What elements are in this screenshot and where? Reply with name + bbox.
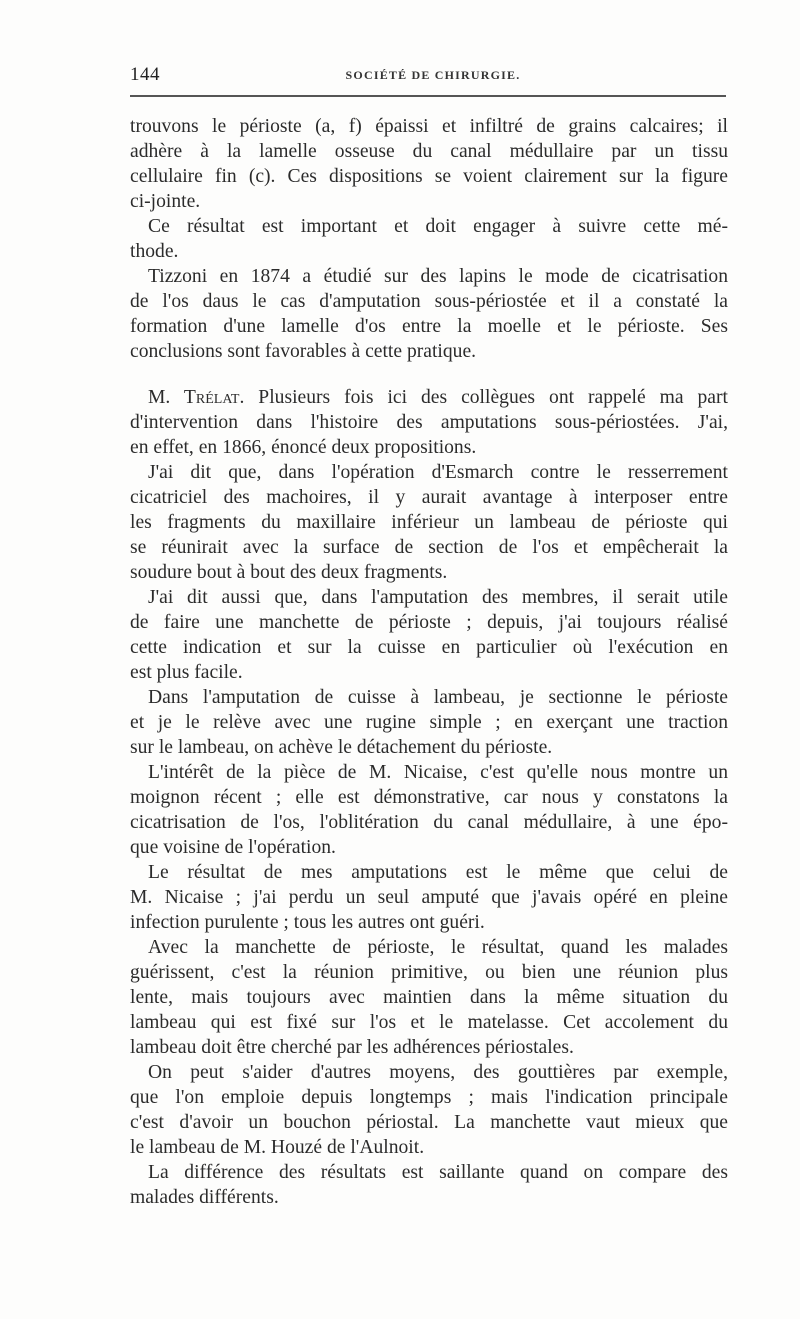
- line-text: conclusions sont favorables à cette pratique.: [130, 341, 477, 362]
- text-line: [130, 860, 728, 885]
- text-line: [130, 485, 728, 510]
- text-line: [130, 189, 728, 214]
- line-text: les fragments du maxillaire inférieur un lambeau de périoste qui: [130, 512, 728, 533]
- text-line: [130, 1085, 728, 1110]
- line-text: Tizzoni en 1874 a étudié sur des lapins le mode de cicatrisation: [148, 266, 728, 287]
- text-line: [130, 760, 728, 785]
- text-line: [130, 139, 728, 164]
- text-line: [130, 214, 728, 239]
- line-text: J'ai dit aussi que, dans l'amputation des membres, il serait utile: [148, 587, 728, 608]
- line-text: que voisine de l'opération.: [130, 837, 336, 858]
- text-line: [130, 810, 728, 835]
- line-text: le lambeau de M. Houzé de l'Aulnoit.: [130, 1137, 425, 1158]
- line-text: Le résultat de mes amputations est le même que celui de: [148, 862, 728, 883]
- text-line: [130, 960, 728, 985]
- line-text: Plusieurs fois ici des collègues ont rappelé ma part: [244, 387, 728, 408]
- line-text: c'est d'avoir un bouchon périostal. La manchette vaut mieux que: [130, 1112, 728, 1133]
- text-line: [130, 535, 728, 560]
- line-text: infection purulente ; tous les autres ont guéri.: [130, 912, 485, 933]
- text-line: [130, 560, 728, 585]
- text-line: [130, 339, 728, 364]
- line-text: trouvons le périoste (a, f) épaissi et infiltré de grains calcaires; il: [130, 116, 728, 137]
- line-text: cicatriciel des machoires, il y aurait avantage à interposer entre: [130, 487, 728, 508]
- text-line: [130, 685, 728, 710]
- line-text: ci-jointe.: [130, 191, 201, 212]
- text-line: [130, 835, 728, 860]
- text-line: [130, 985, 728, 1010]
- text-line: [130, 385, 728, 410]
- text-line: [130, 1185, 728, 1210]
- line-text: Avec la manchette de périoste, le résultat, quand les malades: [148, 937, 728, 958]
- line-text: en effet, en 1866, énoncé deux propositions.: [130, 437, 477, 458]
- text-line: [130, 585, 728, 610]
- text-line: [130, 510, 728, 535]
- line-text: Dans l'amputation de cuisse à lambeau, je sectionne le périoste: [148, 687, 728, 708]
- text-line: [130, 1110, 728, 1135]
- body-text: [130, 114, 728, 1210]
- page-number: 144: [130, 64, 160, 85]
- text-line: [130, 289, 728, 314]
- line-text: cicatrisation de l'os, l'oblitération du canal médullaire, à une épo-: [130, 812, 728, 833]
- text-line: [130, 1135, 728, 1160]
- line-text: cellulaire fin (c). Ces dispositions se voient clairement sur la figure: [130, 166, 728, 187]
- text-line: [130, 1010, 728, 1035]
- text-line: [130, 435, 728, 460]
- line-text: d'intervention dans l'histoire des amputations sous-périostées. J'ai,: [130, 412, 728, 433]
- line-text: soudure bout à bout des deux fragments.: [130, 562, 448, 583]
- line-text: sur le lambeau, on achève le détachement du périoste.: [130, 737, 553, 758]
- text-line: [130, 785, 728, 810]
- line-text: et je le relève avec une rugine simple ; en exerçant une traction: [130, 712, 728, 733]
- line-text: que l'on emploie depuis longtemps ; mais l'indication principale: [130, 1087, 728, 1108]
- text-line: [130, 114, 728, 139]
- text-line: [130, 910, 728, 935]
- line-text: J'ai dit que, dans l'opération d'Esmarch contre le resserrement: [148, 462, 728, 483]
- text-line: [130, 239, 728, 264]
- line-text: lambeau qui est fixé sur l'os et le matelasse. Cet accolement du: [130, 1012, 728, 1033]
- line-text: moignon récent ; elle est démonstrative, car nous y constatons la: [130, 787, 728, 808]
- line-text: Ce résultat est important et doit engager à suivre cette mé-: [148, 216, 728, 237]
- text-line: [130, 660, 728, 685]
- text-line: [130, 410, 728, 435]
- text-line: [130, 735, 728, 760]
- text-line: [130, 1160, 728, 1185]
- page-header: [130, 64, 726, 88]
- line-text: guérissent, c'est la réunion primitive, ou bien une réunion plus: [130, 962, 728, 983]
- text-line: [130, 264, 728, 289]
- line-text: lambeau doit être cherché par les adhérences périostales.: [130, 1037, 574, 1058]
- text-line: [130, 164, 728, 189]
- line-text: lente, mais toujours avec maintien dans la même situation du: [130, 987, 728, 1008]
- line-text: M. Nicaise ; j'ai perdu un seul amputé que j'avais opéré en pleine: [130, 887, 728, 908]
- text-line: [130, 710, 728, 735]
- text-line: [130, 1035, 728, 1060]
- line-text: formation d'une lamelle d'os entre la moelle et le périoste. Ses: [130, 316, 728, 337]
- text-line: [130, 610, 728, 635]
- text-line: [130, 635, 728, 660]
- text-line: [130, 460, 728, 485]
- running-title: SOCIÉTÉ DE CHIRURGIE.: [345, 68, 521, 82]
- line-text: thode.: [130, 241, 179, 262]
- line-text: On peut s'aider d'autres moyens, des gouttières par exemple,: [148, 1062, 728, 1083]
- text-line: [130, 935, 728, 960]
- line-text: adhère à la lamelle osseuse du canal médullaire par un tissu: [130, 141, 728, 162]
- text-line: [130, 1060, 728, 1085]
- line-text: cette indication et sur la cuisse en particulier où l'exécution en: [130, 637, 728, 658]
- line-text: est plus facile.: [130, 662, 243, 683]
- line-text: de faire une manchette de périoste ; depuis, j'ai toujours réalisé: [130, 612, 728, 633]
- line-text: La différence des résultats est saillante quand on compare des: [148, 1162, 728, 1183]
- line-text: malades différents.: [130, 1187, 279, 1208]
- line-text: se réunirait avec la surface de section de l'os et empêcherait la: [130, 537, 728, 558]
- header-rule: [130, 95, 726, 97]
- text-line: [130, 314, 728, 339]
- line-text: L'intérêt de la pièce de M. Nicaise, c'est qu'elle nous montre un: [148, 762, 728, 783]
- line-text: de l'os daus le cas d'amputation sous-périostée et il a constaté la: [130, 291, 728, 312]
- text-line: [130, 885, 728, 910]
- speaker-name: M. Trélat.: [148, 387, 245, 408]
